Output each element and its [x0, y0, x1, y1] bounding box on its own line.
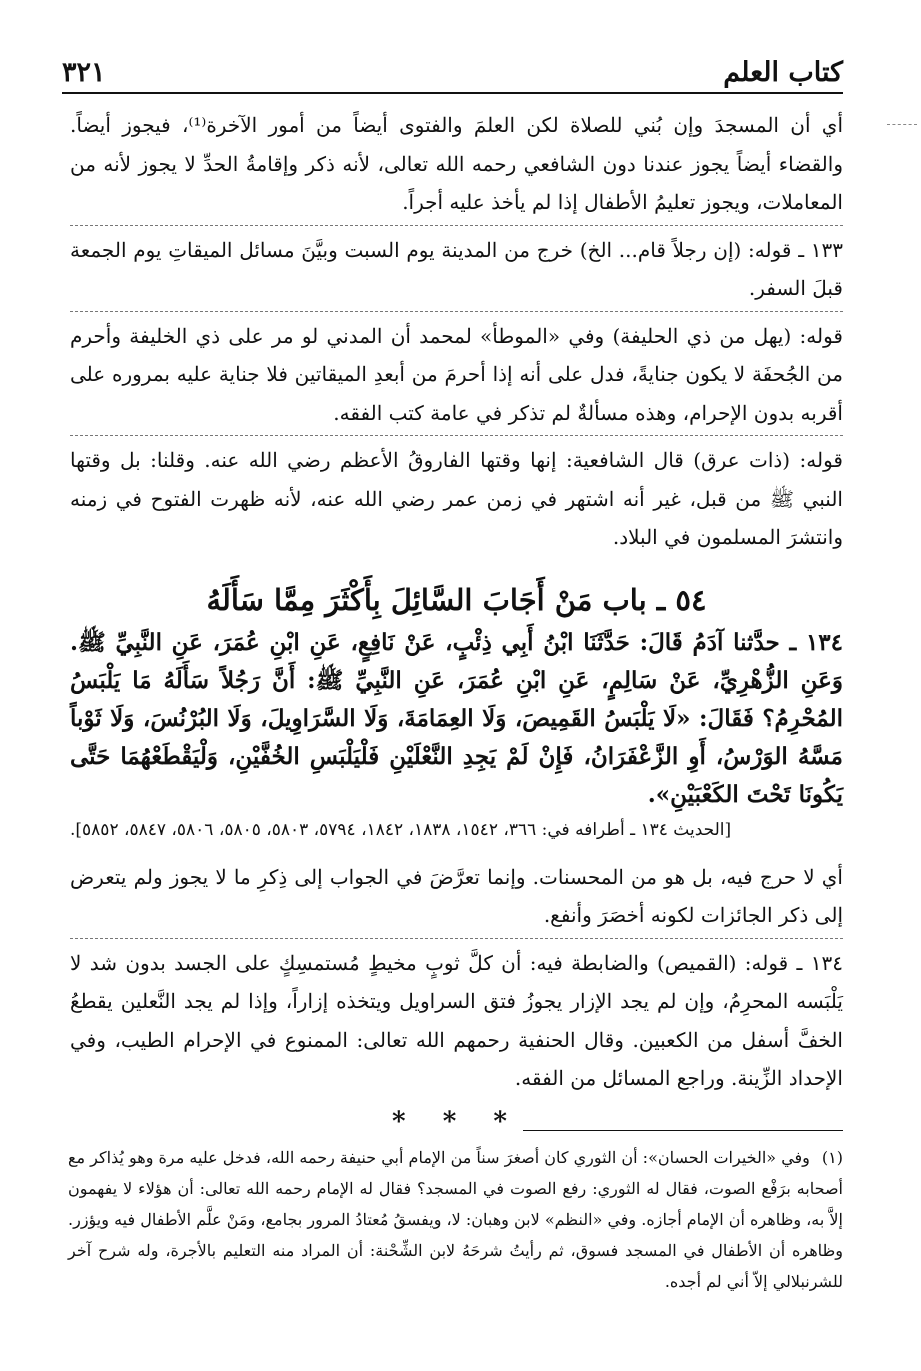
paragraph-dhul-hulayfa: قوله: (يهل من ذي الحليفة) وفي «الموطأ» لمحمد أن المدني لو مر على ذي الخليفة وأحرم من الجُحفَة لا يكون جنايةً، فدل على أنه إذا أحرمَ من أبعدِ الميقاتين فلا جناية عليه بمروره على أقربه بدون الإحرام، وهذه مسألةٌ لم تذكر في عامة كتب الفقه. — [70, 317, 843, 437]
footnote-marker: (١) — [821, 1148, 843, 1167]
page-number: ٣٢١ — [62, 57, 106, 88]
commentary-paragraph: أي لا حرج فيه، بل هو من المحسنات. وإنما تعرَّضَ في الجواب إلى ذِكرِ ما لا يجوز ولم يتعرض إلى ذكر الجائزات لكونه أخصَرَ وأنفع. — [70, 858, 843, 939]
footnote — [68, 1142, 843, 1297]
paragraph-133: ١٣٣ ـ قوله: (إن رجلاً قام... الخ) خرج من المدينة يوم السبت وبيَّنَ مسائل الميقاتِ يوم الجمعة قبلَ السفر. — [70, 231, 843, 312]
paragraph-dhat-irq: قوله: (ذات عرق) قال الشافعية: إنها وقتها الفاروقُ الأعظم رضي الله عنه. وقلنا: بل وقتها النبي ﷺ من قبل، غير أنه اشتهر في زمن عمر رضي الله عنه، لأنه ظهرت الفتوح في زمنه وانتشرَ المسلمون في البلاد. — [70, 448, 843, 549]
running-title: كتاب العلم — [723, 57, 843, 88]
commentary-paragraph: ١٣٤ ـ قوله: (القميص) والضابطة فيه: أن كلَّ ثوبٍ مخيطٍ مُستمسِكٍ على الجسد بدون شد لا يَلْبَسه المحرِمُ، وإن لم يجد الإزار يجوزُ فتق السراويل ويتخذه إزاراً، وإذا لم يجد النَّعلين يقطعُ الخفَّ أسفل من الكعبين. وقال الحنفية رحمهم الله تعالى: الممنوع في الإحرام الطيب، وفي الإحداد الزِّينة. وراجع المسائل من الفقه. — [70, 950, 843, 1090]
paragraph-intro: أي أن المسجدَ وإن بُني للصلاة لكن العلمَ والفتوى أيضاً من أمور الآخرة⁽¹⁾، فيجوز أيضاً. والقضاء أيضاً يجوز عندنا دون الشافعي رحمه الله تعالى، لأنه ذكر وإقامةُ الحدِّ لا يجوز لأنه من المعاملات، ويجوز تعليمُ الأطفال إذا لم يأخذ عليه أجراً. — [70, 106, 843, 226]
footnote-divider — [523, 1130, 843, 1131]
chapter-title: ٥٤ ـ باب مَنْ أَجَابَ السَّائِلَ بِأَكْثَرَ مِمَّا سَأَلَهُ — [206, 582, 707, 617]
commentary — [70, 858, 843, 1101]
margin-mark — [887, 124, 917, 125]
hadith-text: ١٣٤ ـ حدَّثنا آدَمُ قَالَ: حَدَّثَنَا ابْنُ أَبِي ذِئْبٍ، عَنْ نَافِعٍ، عَنِ ابْنِ عُمَرَ، عَنِ النَّبِيِّ ﷺ. وَعَنِ الزُّهْرِيِّ، عَنْ سَالِمٍ، عَنِ ابْنِ عُمَرَ، عَنِ النَّبِيِّ ﷺ: أَنَّ رَجُلاً سَأَلَهُ مَا يَلْبَسُ المُحْرِمُ؟ فَقَالَ: «لَا يَلْبَسُ القَمِيصَ، وَلَا العِمَامَةَ، وَلَا السَّرَاوِيلَ، وَلَا البُرْنُسَ، وَلَا ثَوْباً مَسَّهُ الوَرْسُ، أَوِ الزَّعْفَرَانُ، فَإِنْ لَمْ يَجِدِ النَّعْلَيْنِ فَلْيَلْبَسِ الخُفَّيْنِ، وَلْيَقْطَعْهُمَا حَتَّى يَكُونَا تَحْتَ الكَعْبَيْنِ». — [70, 628, 843, 808]
hadith-reference: [الحديث ١٣٤ ـ أطرافه في: ٣٦٦، ١٥٤٢، ١٨٣٨، ١٨٤٢، ٥٧٩٤، ٥٨٠٣، ٥٨٠٥، ٥٨٠٦، ٥٨٤٧، ٥٨٥٢]. — [70, 819, 732, 840]
page-header — [62, 48, 843, 94]
section-separator: * * * — [392, 1106, 521, 1137]
footnote-text: وفي «الخيرات الحسان»: أن الثوري كان أصغرَ سناً من الإمام أبي حنيفة رحمه الله، فدخل عليه مرة وهو يُذاكر مع أصحابه برَفْع الصوت، فقال له الثوري: رفع الصوت في المسجد؟ فقال له الإمام رحمه الله تعالى: أن هؤلاء لا يفهمون إلاَّ به، وظاهره أن الإمام أجازه. وفي «النظم» لابن وهبان: لا، ويفسقُ مُعتادُ المرور بجامع، ومَنْ علَّم الأطفال فيه ويؤزر. وظاهره أن الأطفال في المسجد فسوق، ثم رأيتُ شرحَهُ لابن الشِّحْنة: أن المراد منه التعليم بالأجرة، وله شرح آخر للشرنبلالي إلاّ أني لم أجده. — [68, 1148, 843, 1291]
main-content — [70, 106, 843, 1137]
